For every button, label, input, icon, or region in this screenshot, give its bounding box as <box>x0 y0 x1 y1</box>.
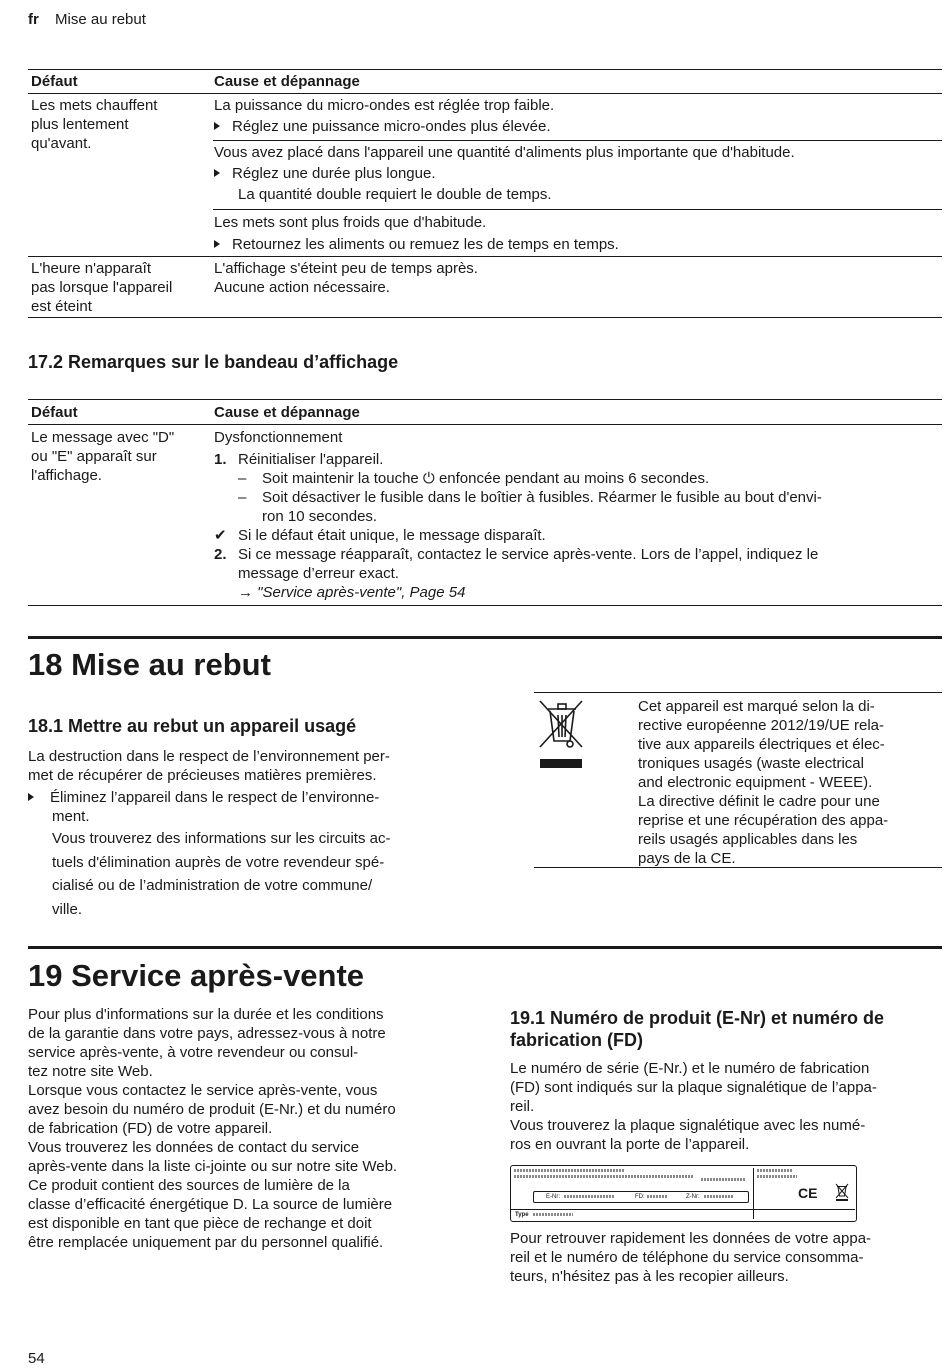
arrow-icon <box>214 122 220 130</box>
disposal-info <box>28 827 498 921</box>
defect-line: qu'avant. <box>31 135 92 152</box>
plate-znr-label: Z-Nr: <box>686 1194 700 1200</box>
arrow-right-icon: → <box>238 584 258 601</box>
step-item <box>214 164 795 183</box>
action-text: Aucune action nécessaire. <box>214 279 390 296</box>
body-line: Vous trouverez les données de contact du service <box>28 1139 360 1156</box>
substep-text: Soit désactiver le fusible dans le boîtier à fusibles. Réarmer le fusible au bout d'envi- <box>262 489 822 506</box>
body-line: Le numéro de série (E-Nr.) et le numéro de fabrication <box>510 1060 870 1077</box>
step-number: 1. <box>214 451 227 468</box>
step-text-cont: ment. <box>52 808 90 825</box>
plate-text-bar <box>757 1169 792 1172</box>
step-text: Retournez les aliments ou remuez les de temps en temps. <box>232 236 619 253</box>
plate-enr-label: E-Nr: <box>546 1194 560 1200</box>
info-line: cialisé ou de l’administration de votre commune/ <box>52 877 373 894</box>
body-line: de la garantie dans votre pays, adressez-vous à notre <box>28 1025 386 1042</box>
weee-line: Cet appareil est marqué selon la di- <box>638 698 875 715</box>
plate-text-bar <box>514 1169 624 1172</box>
plate-text-bar <box>701 1178 746 1181</box>
cross-reference[interactable] <box>214 583 822 602</box>
plate-text-bar <box>533 1213 573 1216</box>
cell-rule <box>213 209 942 210</box>
body-line: est disponible en tant que pièce de rechange et doit <box>28 1215 372 1232</box>
section-19-1-title <box>510 1007 884 1051</box>
cause-text: Dysfonctionnement <box>214 429 343 446</box>
table2-cause <box>214 428 822 602</box>
arrow-icon <box>214 240 220 248</box>
table2-bottom-rule <box>28 605 942 606</box>
weee-line: tive aux appareils électriques et élec- <box>638 736 885 753</box>
plate-type-label: Type <box>515 1212 529 1218</box>
table1-row2-cause <box>214 259 478 297</box>
body-line: être remplacée uniquement par du personnel qualifié. <box>28 1234 384 1251</box>
table1-row-rule <box>28 256 942 257</box>
table1-row2-defect <box>31 259 172 316</box>
step-item <box>28 788 498 807</box>
cause-text: Les mets sont plus froids que d'habitude. <box>214 214 487 231</box>
info-line: Vous trouverez des informations sur les circuits ac- <box>52 830 391 847</box>
body-line: de fabrication (FD) de votre appareil. <box>28 1120 273 1137</box>
step-text: Réglez une durée plus longue. <box>232 165 436 182</box>
substep-text: Soit maintenir la touche ⏻ enfoncée pendant au moins 6 secondes. <box>262 470 710 487</box>
table1-bottom-rule <box>28 317 942 318</box>
section-17-2-title: 17.2 Remarques sur le bandeau d’affichage <box>28 352 399 372</box>
body-line: reil. <box>510 1098 535 1115</box>
defect-line: Les mets chauffent <box>31 97 158 114</box>
weee-line: La directive définit le cadre pour une <box>638 793 880 810</box>
plate-text-bar <box>704 1195 734 1198</box>
body-line: Pour retrouver rapidement les données de votre appa- <box>510 1230 872 1247</box>
defect-line: ou "E" apparaît sur <box>31 448 157 465</box>
language-code: fr <box>28 11 39 28</box>
body-line: La destruction dans le respect de l’environnement per- <box>28 748 390 765</box>
weee-line: rective européenne 2012/19/UE rela- <box>638 717 884 734</box>
weee-line: and electronic equipment - WEEE). <box>638 774 873 791</box>
step-text: Réinitialiser l'appareil. <box>238 451 384 468</box>
body-line: Vous trouverez la plaque signalétique avec les numé- <box>510 1117 866 1134</box>
weee-bin-icon <box>534 697 590 776</box>
step-result: La quantité double requiert le double de temps. <box>238 186 552 203</box>
plate-divider <box>511 1209 855 1210</box>
xref-link[interactable]: "Service après-vente", Page 54 <box>257 584 466 601</box>
plate-fd-label: FD: <box>635 1194 645 1200</box>
step-text: Si ce message réapparaît, contactez le service après-vente. Lors de l’appel, indiquez le <box>238 546 819 563</box>
cause-text: L'affichage s'éteint peu de temps après. <box>214 260 478 277</box>
ce-mark-icon: CE <box>798 1185 818 1201</box>
body-line: (FD) sont indiqués sur la plaque signalétique de l’appa- <box>510 1079 877 1096</box>
header-title: Mise au rebut <box>55 11 146 28</box>
arrow-icon <box>28 793 34 801</box>
table2-header-rule <box>28 424 942 425</box>
weee-text <box>638 697 888 868</box>
weee-line: reprise et une récupération des appa- <box>638 812 889 829</box>
plate-text-bar <box>564 1195 614 1198</box>
chapter-18-rule <box>28 636 942 639</box>
info-line: tuels d'élimination auprès de votre revendeur spé- <box>52 853 385 871</box>
body-line: avez besoin du numéro de produit (E-Nr.) et du numéro <box>28 1101 396 1118</box>
check-result <box>214 526 822 545</box>
step-item <box>214 235 619 254</box>
substep-2: – Soit désactiver le fusible dans le boîtier à fusibles. Réarmer le fusible au bout d'envi- <box>238 489 822 506</box>
body-line: teurs, n'hésitez pas à les recopier ailleurs. <box>510 1268 789 1285</box>
defect-line: Le message avec "D" <box>31 429 175 446</box>
body-line: Pour plus d'informations sur la durée et les conditions <box>28 1006 384 1023</box>
defect-line: plus lentement <box>31 116 129 133</box>
table2-col-defect: Défaut <box>31 404 78 421</box>
page-number: 54 <box>28 1350 45 1367</box>
body-line: Ce produit contient des sources de lumière de la <box>28 1177 350 1194</box>
title-line: 19.1 Numéro de produit (E-Nr) et numéro de <box>510 1008 885 1028</box>
chapter-18-title: 18 Mise au rebut <box>28 647 271 682</box>
step-text: Éliminez l’appareil dans le respect de l’environne- <box>50 789 380 806</box>
step-number: 2. <box>214 546 227 563</box>
table1-col-cause: Cause et dépannage <box>214 73 360 90</box>
step-1 <box>214 450 822 469</box>
table2-col-cause: Cause et dépannage <box>214 404 360 421</box>
body-line: Lorsque vous contactez le service après-vente, vous <box>28 1082 378 1099</box>
defect-line: est éteint <box>31 298 92 315</box>
body-line: ros en ouvrant la porte de l’appareil. <box>510 1136 750 1153</box>
plate-divider <box>753 1168 754 1219</box>
step-text-cont: message d’erreur exact. <box>238 565 399 582</box>
section-18-1-body <box>28 747 498 921</box>
section-19-1-note <box>510 1229 942 1286</box>
body-line: met de récupérer de précieuses matières premières. <box>28 767 377 784</box>
info-line: ville. <box>52 900 83 918</box>
table1-col-defect: Défaut <box>31 73 78 90</box>
chapter-19-title: 19 Service après-vente <box>28 958 365 993</box>
table1-row1b-cause <box>214 143 795 204</box>
arrow-icon <box>214 169 220 177</box>
check-icon: ✔ <box>214 527 227 544</box>
page-header <box>28 10 146 29</box>
plate-weee-icon <box>835 1183 849 1204</box>
body-line: après-vente dans la liste ci-jointe ou sur notre site Web. <box>28 1158 398 1175</box>
weee-line: troniques usagés (waste electrical <box>638 755 864 772</box>
defect-line: L'heure n'apparaît <box>31 260 151 277</box>
chapter-19-rule <box>28 946 942 949</box>
step-text: Réglez une puissance micro-ondes plus élevée. <box>232 118 551 135</box>
rating-plate <box>510 1165 857 1222</box>
section-19-body <box>28 1005 478 1252</box>
defect-line: l'affichage. <box>31 467 102 484</box>
body-line: classe d’efficacité énergétique D. La source de lumière <box>28 1196 393 1213</box>
table2-defect <box>31 428 174 485</box>
cause-text: La puissance du micro-ondes est réglée trop faible. <box>214 97 555 114</box>
weee-line: pays de la CE. <box>638 850 736 867</box>
plate-text-bar <box>757 1175 797 1178</box>
substep-1: – Soit maintenir la touche ⏻ enfoncée pendant au moins 6 secondes. <box>238 470 710 487</box>
table1-row1-defect <box>31 96 157 153</box>
plate-text-bar <box>647 1195 667 1198</box>
plate-text-bar <box>514 1175 694 1178</box>
section-19-1-body <box>510 1059 942 1154</box>
table1-top-rule <box>28 69 942 70</box>
cause-text: Vous avez placé dans l'appareil une quantité d'aliments plus importante que d'habitude. <box>214 144 795 161</box>
substep-text-cont: ron 10 secondes. <box>262 508 378 525</box>
body-line: service après-vente, à votre revendeur ou consul- <box>28 1044 359 1061</box>
weee-top-rule <box>534 692 942 693</box>
table2-top-rule <box>28 399 942 400</box>
title-line: fabrication (FD) <box>510 1030 643 1050</box>
check-text: Si le défaut était unique, le message disparaît. <box>238 527 546 544</box>
weee-line: reils usagés applicables dans les <box>638 831 858 848</box>
cell-rule <box>213 140 942 141</box>
plate-number-box <box>533 1191 749 1203</box>
step-item <box>214 117 554 136</box>
section-18-1-title: 18.1 Mettre au rebut un appareil usagé <box>28 716 357 736</box>
step-2 <box>214 545 822 564</box>
defect-line: pas lorsque l'appareil <box>31 279 173 296</box>
body-line: reil et le numéro de téléphone du service consomma- <box>510 1249 864 1266</box>
table1-row1a-cause <box>214 96 554 136</box>
table1-row1c-cause <box>214 213 619 254</box>
table1-header-rule <box>28 93 942 94</box>
body-line: tez notre site Web. <box>28 1063 153 1080</box>
